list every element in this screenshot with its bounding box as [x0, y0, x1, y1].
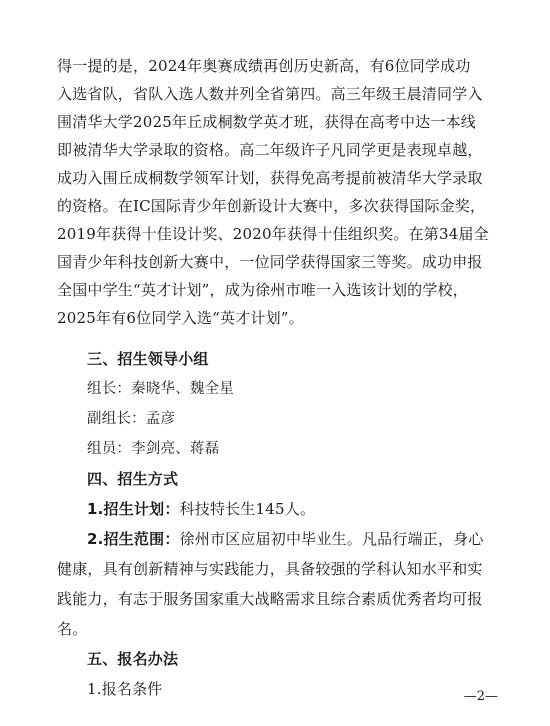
paragraph-line: 2025年有6位同学入选“英才计划”。 [57, 309, 304, 327]
page-number: —2— [463, 689, 498, 704]
paragraph-line: 得一提的是，2024年奥赛成绩再创历史新高，有6位同学成功 [57, 57, 471, 75]
paragraph-line: 全国中学生“英才计划”，成为徐州市唯一入选该计划的学校， [57, 281, 468, 299]
enrollment-scope [87, 529, 495, 549]
registration-requirements: 1.报名条件 [87, 680, 163, 698]
enrollment-scope-label: 2.招生范围： [87, 530, 180, 548]
group-members: 组员：李剑亮、蒋磊 [87, 441, 220, 457]
enrollment-plan-label: 1.招生计划： [87, 500, 180, 518]
group-vice-leader: 副组长：孟彦 [87, 411, 176, 427]
paragraph-line: 成功入围丘成桐数学领军计划，获得免高考提前被清华大学录取 [57, 169, 483, 187]
enrollment-plan [87, 499, 495, 519]
paragraph-line: 名。 [57, 620, 88, 638]
enrollment-plan-text: 科技特长生145人。 [179, 500, 316, 518]
paragraph-line: 入选省队，省队入选人数并列全省第四。高三年级王晨清同学入 [57, 85, 483, 103]
paragraph-line: 即被清华大学录取的资格。高二年级许子凡同学更是表现卓越， [57, 141, 483, 159]
paragraph-line: 践能力，有志于服务国家重大战略需求且综合素质优秀者均可报 [57, 590, 483, 608]
paragraph-line: 国青少年科技创新大赛中，一位同学获得国家三等奖。成功申报 [57, 253, 483, 271]
group-leader: 组长：秦晓华、魏全星 [87, 381, 234, 397]
paragraph-line: 围清华大学2025年丘成桐数学英才班，获得在高考中达一本线 [57, 113, 476, 131]
section-heading-registration: 五、报名办法 [87, 650, 179, 668]
paragraph-line: 健康，具有创新精神与实践能力，具备较强的学科认知水平和实 [57, 560, 483, 578]
paragraph-line: 的资格。在IC国际青少年创新设计大赛中，多次获得国际金奖， [57, 197, 486, 215]
enrollment-scope-text: 徐州市区应届初中毕业生。凡品行端正，身心 [179, 530, 484, 548]
paragraph-line: 2019年获得十佳设计奖、2020年获得十佳组织奖。在第34届全 [57, 225, 489, 243]
section-heading-leadership: 三、招生领导小组 [87, 350, 209, 368]
section-heading-method: 四、招生方式 [87, 470, 179, 488]
